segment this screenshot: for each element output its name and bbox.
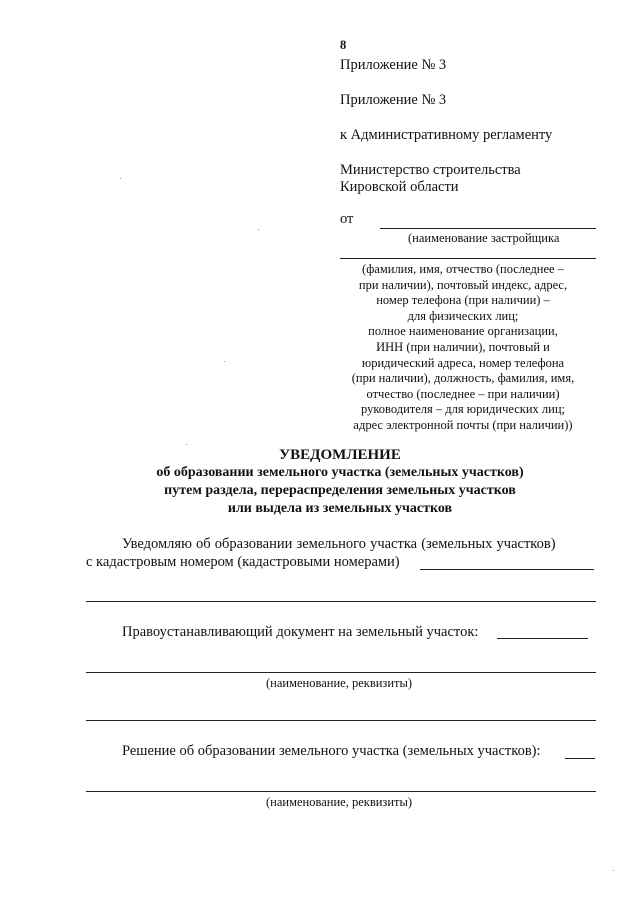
details-caption-line: (фамилия, имя, отчество (последнее – [362, 262, 564, 276]
cadastral-number-continuation-field[interactable] [86, 601, 596, 602]
document-subtitle-line-2: путем раздела, перераспределения земельных участков [164, 483, 516, 498]
details-caption-line: руководителя – для юридических лиц; [361, 402, 565, 417]
document-subtitle-line-3: или выдела из земельных участков [227, 501, 453, 516]
details-caption-line: при наличии), почтовый индекс, адрес, [358, 277, 568, 292]
details-caption-line: номер телефона (при наличии) – [376, 293, 550, 308]
developer-name-caption: (наименование застройщика [408, 231, 560, 245]
details-caption-line: адрес электронной почты (при наличии)) [353, 417, 573, 432]
recipient-line-2: Кировской области [340, 179, 459, 195]
page-number: 8 [340, 38, 347, 52]
details-caption-line: юридический адреса, номер телефона [361, 355, 565, 370]
title-document-details-field[interactable] [86, 672, 596, 673]
scan-speck [613, 870, 614, 871]
notify-text-line-2: с кадастровым номером (кадастровыми номерами) [86, 554, 400, 570]
document-title: УВЕДОМЛЕНИЕ [279, 447, 401, 463]
details-caption-line: отчество (последнее – при наличии) [366, 386, 560, 401]
notify-text-line-1: Уведомляю об образовании земельного участка (земельных участков) [122, 536, 556, 552]
scan-speck [186, 444, 187, 445]
decision-details-field[interactable] [86, 791, 596, 792]
decision-label: Решение об образовании земельного участка (земельных участков): [122, 743, 541, 759]
details-caption-line: полное наименование организации, [368, 324, 558, 339]
title-document-extra-field[interactable] [86, 720, 596, 721]
details-caption-line: ИНН (при наличии), почтовый и [376, 339, 550, 354]
decision-field[interactable] [565, 758, 595, 759]
developer-details-caption [340, 262, 586, 434]
developer-details-line [340, 258, 596, 259]
appendix-label: Приложение № 3 [340, 57, 447, 73]
appendix-label-repeat: Приложение № 3 [340, 92, 447, 108]
title-document-label: Правоустанавливающий документ на земельный участок: [122, 624, 479, 640]
decision-caption: (наименование, реквизиты) [266, 795, 413, 809]
scan-speck [224, 361, 225, 362]
document-subtitle-line-1: об образовании земельного участка (земельных участков) [156, 465, 524, 480]
details-caption-line: для физических лиц; [407, 308, 519, 323]
title-document-field[interactable] [497, 638, 588, 639]
from-label: от [340, 211, 354, 227]
regulation-reference: к Административному регламенту [340, 127, 553, 143]
scan-speck [120, 178, 121, 179]
recipient-line-1: Министерство строительства [340, 162, 521, 178]
details-caption-line: (при наличии), должность, фамилия, имя, [351, 371, 575, 386]
scan-speck [258, 229, 259, 230]
developer-name-line [380, 228, 596, 229]
title-document-caption: (наименование, реквизиты) [266, 676, 413, 690]
cadastral-number-field[interactable] [420, 569, 594, 570]
